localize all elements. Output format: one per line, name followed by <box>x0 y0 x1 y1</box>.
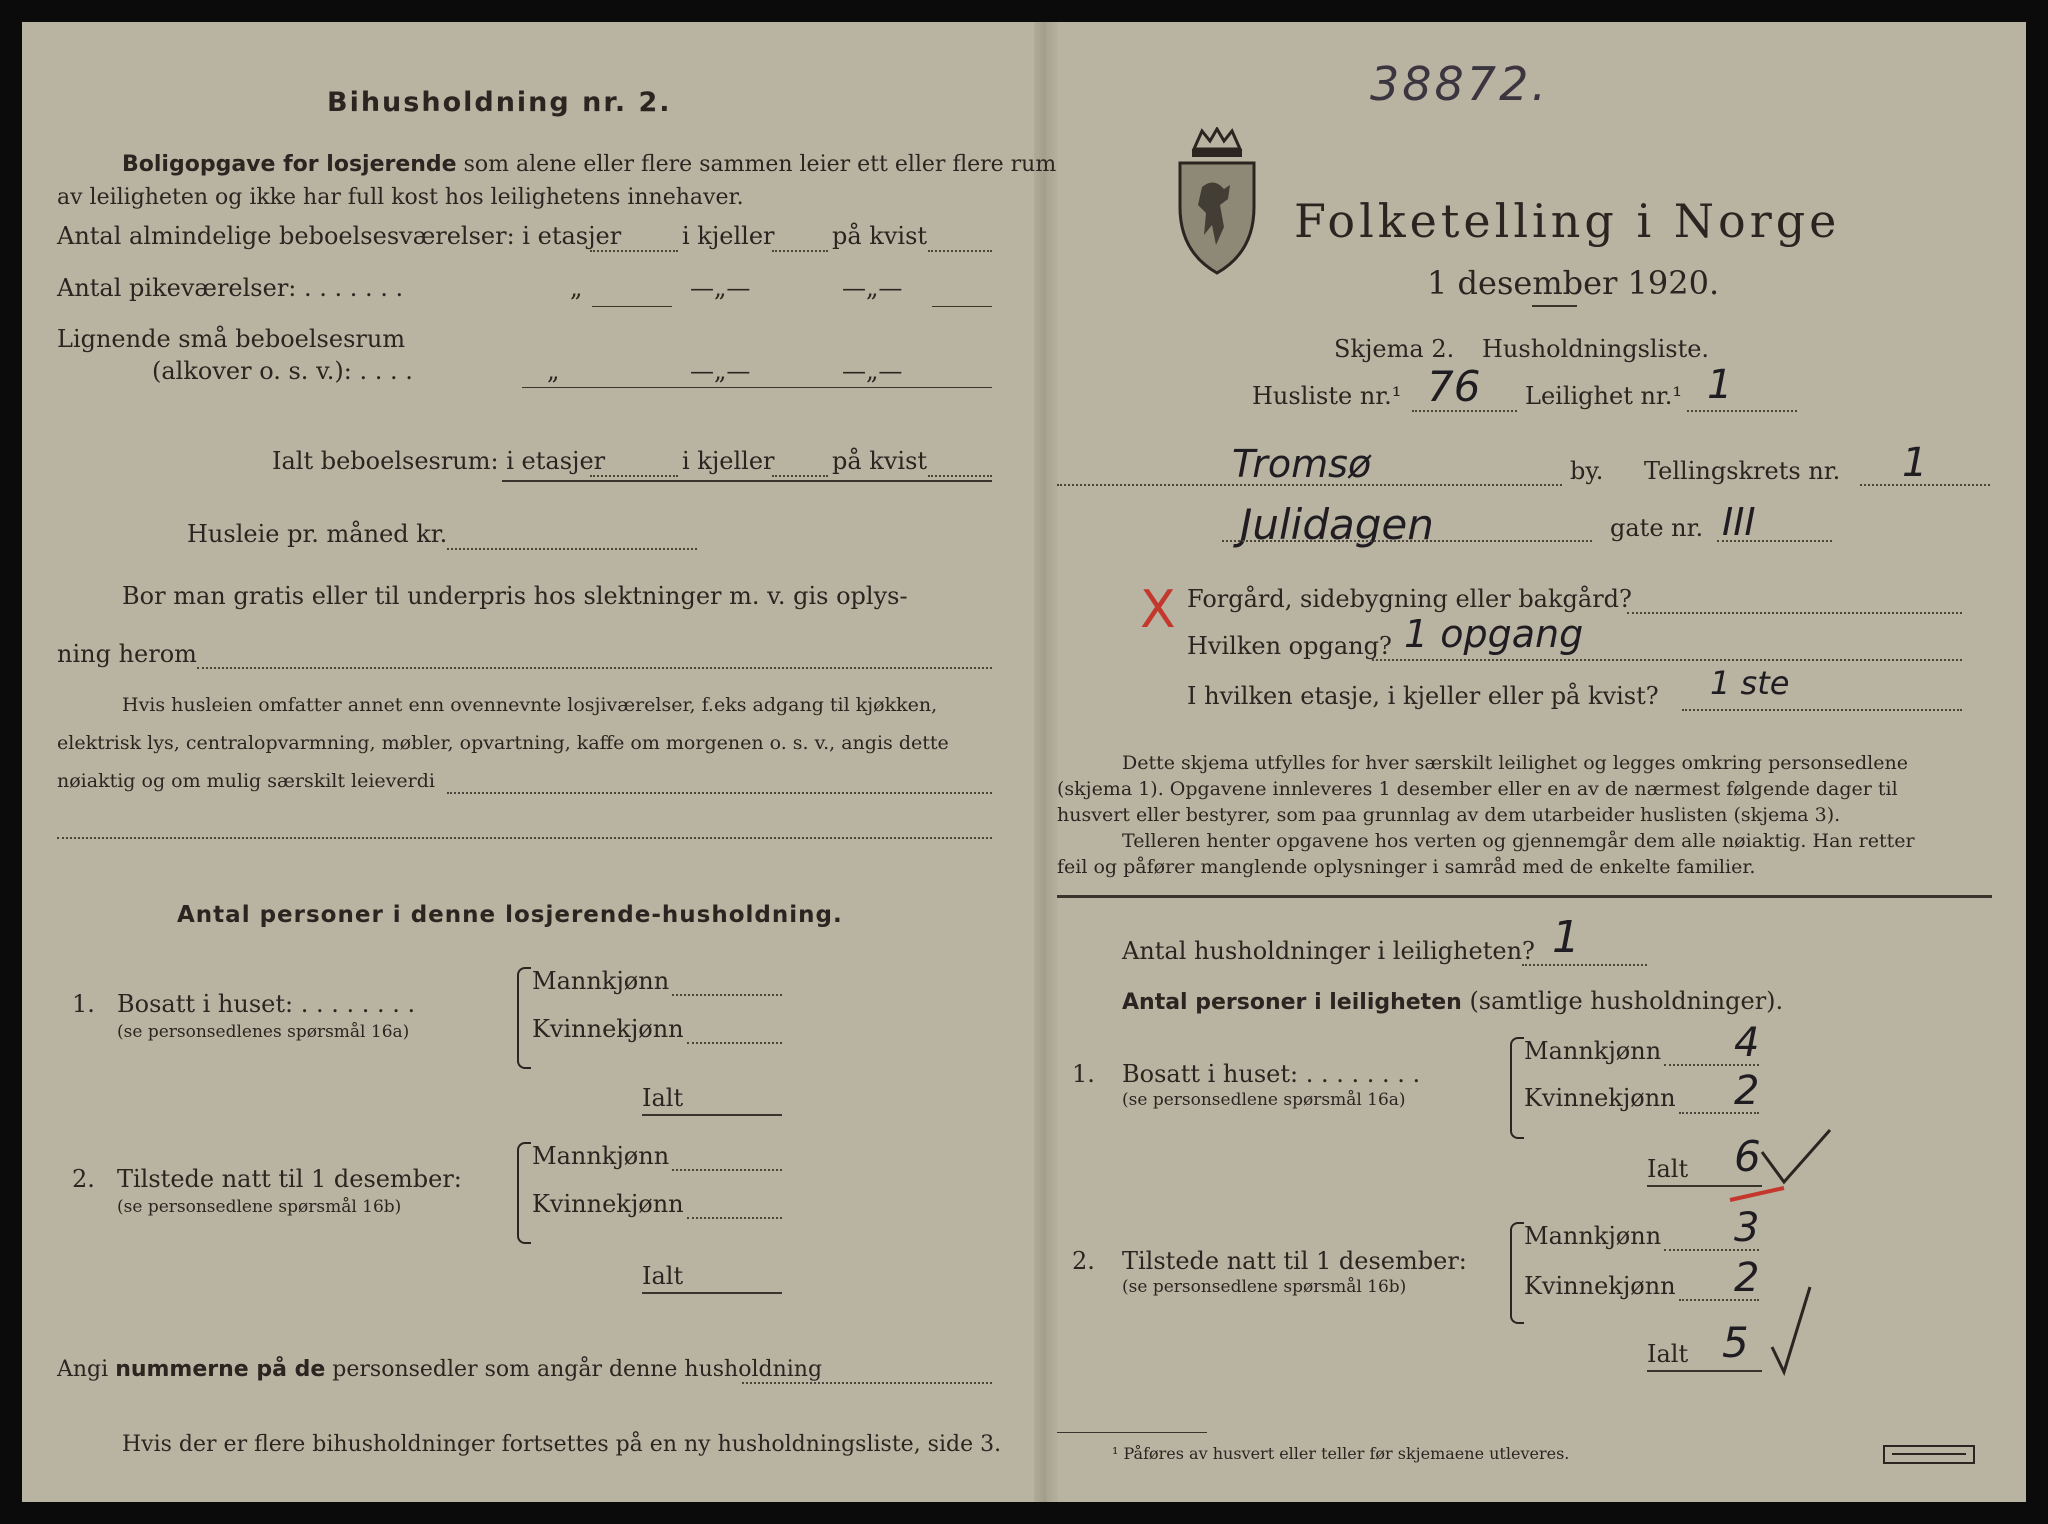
etasje-value: 1 ste <box>1710 664 1790 702</box>
right-q1-brace <box>1510 1037 1524 1139</box>
pike-ditto-3: —„— <box>842 274 903 302</box>
norwegian-coat-of-arms-icon <box>1172 127 1262 277</box>
left-q1-kvinne-label: Kvinnekjønn <box>532 1015 684 1043</box>
rooms-etasjer-field[interactable] <box>590 250 678 252</box>
right-q2-sub: (se personsedlene spørsmål 16b) <box>1122 1277 1407 1297</box>
tellingskrets-label: Tellingskrets nr. <box>1644 457 1841 485</box>
left-q2-kvinne-field[interactable] <box>687 1217 782 1219</box>
left-q2-sub: (se personsedlene spørsmål 16b) <box>117 1197 402 1217</box>
pike-label: Antal pikeværelser: . . . . . . . <box>57 274 404 302</box>
angi-bold: nummerne på de <box>115 1357 326 1382</box>
right-q1-kvinne-value: 2 <box>1734 1068 1760 1114</box>
angi-rest: personsedler som angår denne husholdning <box>332 1357 823 1382</box>
right-q2-mann-label: Mannkjønn <box>1524 1222 1662 1250</box>
intro-line-2: av leiligheten og ikke har full kost hos leilighetens innehaver. <box>57 185 744 210</box>
left-q2-ialt-label: Ialt <box>642 1262 684 1290</box>
left-persons-heading: Antal personer i denne losjerende-husholdning. <box>177 902 843 928</box>
opgang-field[interactable] <box>1372 659 1962 661</box>
households-field[interactable] <box>1522 964 1647 966</box>
right-q2-ialt-field[interactable] <box>1647 1370 1762 1372</box>
left-q1-ialt-field[interactable] <box>642 1114 782 1116</box>
right-q1-ialt-value: 6 <box>1734 1132 1761 1181</box>
schema-label: Skjema 2. <box>1334 335 1455 363</box>
title-divider <box>1532 305 1577 307</box>
rooms-kjeller-label: i kjeller <box>682 222 775 250</box>
intro-bold: Boligopgave for losjerende <box>122 152 457 177</box>
street-value: Julidagen <box>1240 500 1434 549</box>
rooms-kvist-field[interactable] <box>928 250 992 252</box>
left-q1-mann-field[interactable] <box>672 994 782 996</box>
city-value: Tromsø <box>1232 442 1372 486</box>
pike-kvist-field[interactable] <box>932 306 992 307</box>
right-q2-mann-value: 3 <box>1734 1205 1760 1251</box>
right-q1-ialt-label: Ialt <box>1647 1155 1689 1183</box>
rooms-label: Antal almindelige beboelsesværelser: i etasjer <box>57 222 622 250</box>
footnote: ¹ Påføres av husvert eller teller før skjemaene utleveres. <box>1112 1444 1570 1463</box>
footnote-rule <box>1057 1432 1207 1433</box>
households-label: Antal husholdninger i leiligheten? <box>1122 937 1535 965</box>
bor-line-1: Bor man gratis eller til underpris hos slektninger m. v. gis oplys- <box>122 582 908 610</box>
lignende-ditto-3: —„— <box>842 357 903 385</box>
pike-ditto-1: „ <box>570 274 583 302</box>
husliste-label: Husliste nr.¹ <box>1252 382 1402 410</box>
check-mark-icon <box>1722 1112 1852 1212</box>
left-q1-label: Bosatt i huset: . . . . . . . . <box>117 990 416 1018</box>
right-q2-brace <box>1510 1222 1524 1324</box>
opgang-label: Hvilken opgang? <box>1187 632 1392 660</box>
right-title: Folketelling i Norge <box>1294 194 1841 248</box>
info-line-2: (skjema 1). Opgavene innleveres 1 desember eller en av de nærmest følgende dager til <box>1057 778 1898 800</box>
info-line-4: Telleren henter opgavene hos verten og gjennemgår dem alle nøiaktig. Han retter <box>1122 830 1915 852</box>
right-persons-heading-rest: (samtlige husholdninger). <box>1469 987 1784 1015</box>
intro-rest: som alene eller flere sammen leier ett eller flere rum <box>463 152 1057 177</box>
tellingskrets-value: 1 <box>1902 440 1928 486</box>
by-label: by. <box>1570 457 1604 485</box>
left-q1-brace <box>517 967 531 1069</box>
right-q2-kvinne-label: Kvinnekjønn <box>1524 1272 1676 1300</box>
info-divider <box>1057 895 1992 898</box>
ialt-kjeller-field[interactable] <box>772 475 828 477</box>
left-q2-mann-field[interactable] <box>672 1169 782 1171</box>
hvis-line-2: elektrisk lys, centralopvarmning, møbler, opvartning, kaffe om morgenen o. s. v., angis dette <box>57 732 949 754</box>
lignende-ditto-1: „ <box>547 357 560 385</box>
left-q1-number: 1. <box>72 990 95 1018</box>
bor-field[interactable] <box>197 667 992 669</box>
rooms-kjeller-field[interactable] <box>772 250 828 252</box>
left-title: Bihusholdning nr. 2. <box>327 87 672 118</box>
left-q2-mann-label: Mannkjønn <box>532 1142 670 1170</box>
archive-number: 38872. <box>1370 57 1549 111</box>
left-q1-kvinne-field[interactable] <box>687 1042 782 1044</box>
ialt-kvist-label: på kvist <box>832 447 928 475</box>
schema-name: Husholdningsliste. <box>1482 335 1710 363</box>
info-line-3: husvert eller bestyrer, som paa grunnlag av dem utarbeider huslisten (skjema 3). <box>1057 804 1841 826</box>
leieverdi-field-2[interactable] <box>57 837 992 839</box>
forgard-field[interactable] <box>1627 612 1962 614</box>
info-line-5: feil og påfører manglende oplysninger i samråd med de enkelte familier. <box>1057 856 1756 878</box>
right-q2-ialt-label: Ialt <box>1647 1340 1689 1368</box>
right-q1-mann-label: Mannkjønn <box>1524 1037 1662 1065</box>
red-x-mark: X <box>1140 580 1176 640</box>
right-q2-number: 2. <box>1072 1247 1095 1275</box>
angi-field[interactable] <box>742 1382 992 1384</box>
ialt-etasjer-field[interactable] <box>590 475 678 477</box>
angi-line <box>57 1357 822 1382</box>
husliste-value: 76 <box>1427 362 1481 411</box>
forgard-label: Forgård, sidebygning eller bakgård? <box>1187 585 1632 613</box>
street-field[interactable] <box>1222 540 1592 542</box>
angi-pre: Angi <box>57 1357 109 1382</box>
lignende-field[interactable] <box>522 387 992 388</box>
printer-stamp-icon <box>1882 1444 1977 1466</box>
ialt-underline <box>502 480 992 482</box>
check-mark-icon-2 <box>1762 1277 1832 1387</box>
etasje-label: I hvilken etasje, i kjeller eller på kvist? <box>1187 682 1659 710</box>
info-line-1: Dette skjema utfylles for hver særskilt leilighet og legges omkring personsedlene <box>1122 752 1908 774</box>
gate-label: gate nr. <box>1610 514 1704 542</box>
right-q2-label: Tilstede natt til 1 desember: <box>1122 1247 1467 1275</box>
right-q1-kvinne-label: Kvinnekjønn <box>1524 1084 1676 1112</box>
right-q1-number: 1. <box>1072 1060 1095 1088</box>
leilighet-label: Leilighet nr.¹ <box>1525 382 1683 410</box>
bor-line-2: ning herom <box>57 640 197 668</box>
lignende-label-1: Lignende små beboelsesrum <box>57 325 406 353</box>
ialt-kjeller-label: i kjeller <box>682 447 775 475</box>
ialt-rooms-label: Ialt beboelsesrum: i etasjer <box>272 447 606 475</box>
right-q1-mann-value: 4 <box>1734 1020 1760 1066</box>
hvis-line-3: nøiaktig og om mulig særskilt leieverdi <box>57 770 435 792</box>
leilighet-field[interactable] <box>1687 410 1797 412</box>
etasje-field[interactable] <box>1682 709 1962 711</box>
left-q1-ialt-label: Ialt <box>642 1084 684 1112</box>
hvis-line-1: Hvis husleien omfatter annet enn ovennevnte losjiværelser, f.eks adgang til kjøkken, <box>122 694 938 716</box>
lignende-label-2: (alkover o. s. v.): . . . . <box>152 357 413 385</box>
left-footer: Hvis der er flere bihusholdninger fortsettes på en ny husholdningsliste, side 3. <box>122 1432 1002 1457</box>
households-value: 1 <box>1552 912 1580 963</box>
left-q2-ialt-field[interactable] <box>642 1292 782 1294</box>
left-q2-brace <box>517 1142 531 1244</box>
left-q2-label: Tilstede natt til 1 desember: <box>117 1165 462 1193</box>
page-fold <box>1034 22 1058 1502</box>
right-persons-heading <box>1122 987 1783 1015</box>
right-q1-sub: (se personsedlene spørsmål 16a) <box>1122 1090 1406 1110</box>
lignende-ditto-2: —„— <box>690 357 751 385</box>
left-q2-kvinne-label: Kvinnekjønn <box>532 1190 684 1218</box>
leieverdi-field[interactable] <box>447 792 992 794</box>
left-q1-sub: (se personsedlenes spørsmål 16a) <box>117 1022 410 1042</box>
left-q1-mann-label: Mannkjønn <box>532 967 670 995</box>
husleie-field[interactable] <box>447 548 697 550</box>
ialt-kvist-field[interactable] <box>928 475 992 477</box>
right-persons-heading-bold: Antal personer i leiligheten <box>1122 990 1462 1015</box>
intro-line-1 <box>122 152 1056 177</box>
rooms-kvist-label: på kvist <box>832 222 928 250</box>
right-q2-ialt-value: 5 <box>1722 1318 1749 1367</box>
opgang-value: 1 opgang <box>1404 612 1584 656</box>
husleie-label: Husleie pr. måned kr. <box>187 520 448 548</box>
gate-value: III <box>1722 500 1756 544</box>
right-q1-label: Bosatt i huset: . . . . . . . . <box>1122 1060 1421 1088</box>
right-q2-kvinne-value: 2 <box>1734 1255 1760 1301</box>
census-form-sheet <box>22 22 2026 1502</box>
city-field[interactable] <box>1057 484 1562 486</box>
census-date: 1 desember 1920. <box>1427 264 1720 302</box>
pike-ditto-2: —„— <box>690 274 751 302</box>
leilighet-value: 1 <box>1707 362 1733 408</box>
left-q2-number: 2. <box>72 1165 95 1193</box>
pike-etasjer-field[interactable] <box>592 306 672 307</box>
